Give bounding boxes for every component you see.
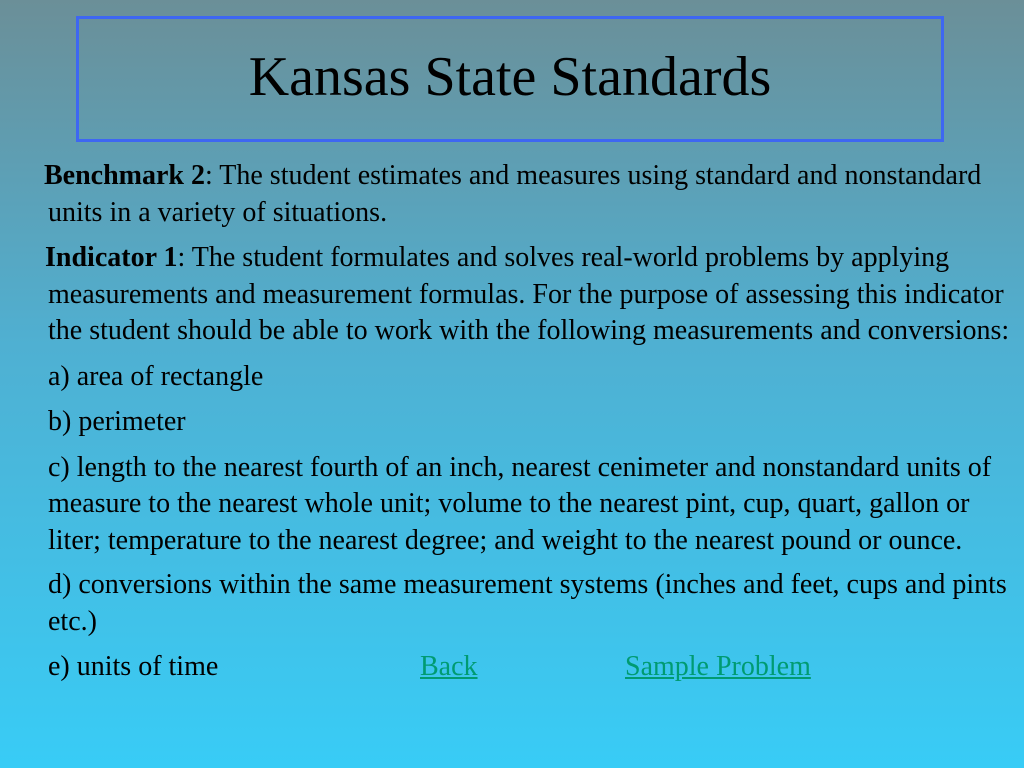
list-item-d: d) conversions within the same measurement systems (inches and feet, cups and pints etc.) — [48, 569, 1007, 637]
benchmark-label: Benchmark 2 — [44, 160, 205, 191]
list-item-b: b) perimeter — [48, 406, 186, 437]
list-item-e: e) units of time — [48, 651, 219, 682]
indicator-paragraph — [45, 240, 1020, 350]
title-box — [76, 16, 944, 142]
list-item-a: a) area of rectangle — [48, 360, 264, 392]
sample-problem-link[interactable]: Sample Problem — [625, 651, 811, 682]
benchmark-paragraph — [44, 158, 1020, 231]
indicator-text: : The student formulates and solves real-world problems by applying measurements and measurement formulas. For the purpose of assessing this indicator the student should be able to work with the following measurements and conversions: — [48, 242, 1010, 346]
benchmark-text: : The student estimates and measures using standard and nonstandard units in a variety of situations. — [48, 160, 982, 228]
last-line — [48, 649, 1020, 685]
slide-content — [44, 158, 1020, 685]
indicator-label: Indicator 1 — [45, 242, 178, 273]
back-link[interactable]: Back — [420, 651, 478, 682]
slide-title: Kansas State Standards — [248, 46, 772, 108]
list-item-c: c) length to the nearest fourth of an inch, nearest cenimeter and nonstandard units of measure to the nearest whole unit; volume to the nearest pint, cup, quart, gallon or liter; temperature to the nearest degree; and weight to the nearest pound or ounce. — [48, 451, 992, 556]
